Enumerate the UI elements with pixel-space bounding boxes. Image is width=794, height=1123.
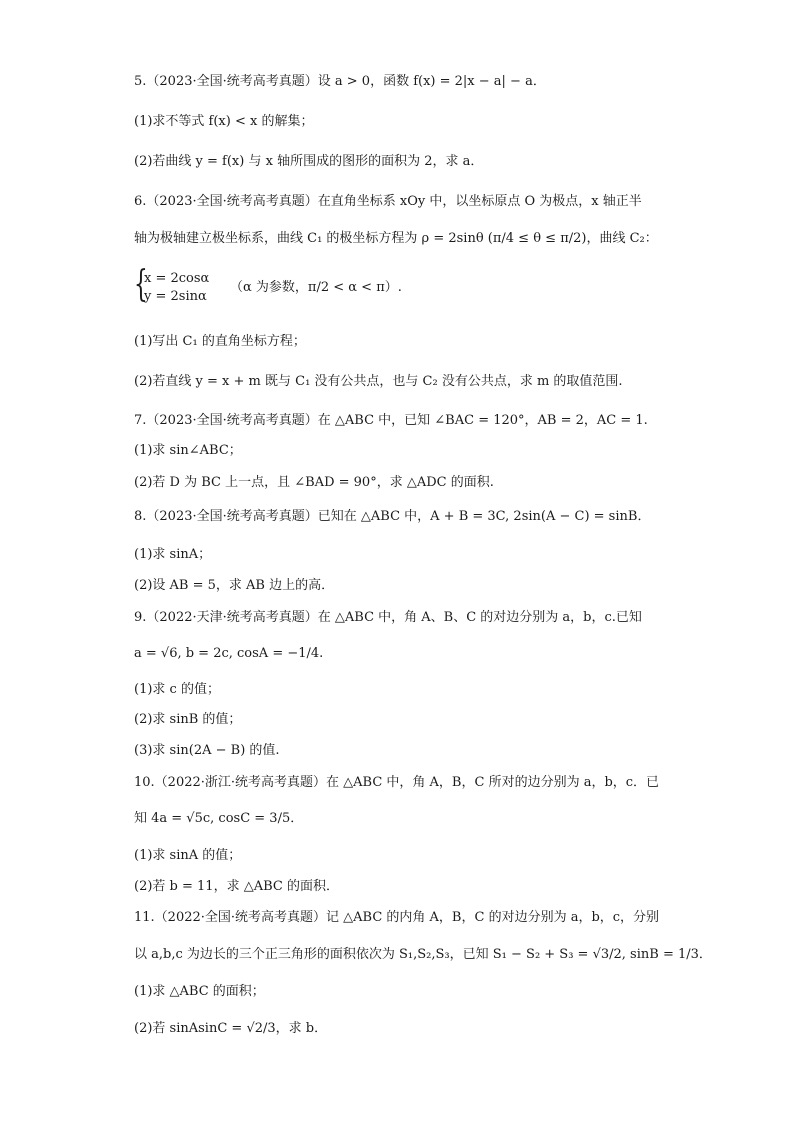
- problem-11-stem-line-2: 以 a,b,c 为边长的三个正三角形的面积依次为 S₁,S₂,S₃，已知 S₁ − S₂ + S₃ = √3/2, sinB = 1/3．: [134, 947, 712, 962]
- problem-5-question-2: (2)若曲线 y = f(x) 与 x 轴所围成的图形的面积为 2，求 a．: [134, 154, 484, 169]
- system-row-2: y = 2sinα: [144, 289, 207, 304]
- problem-7-stem: 7.（2023·全国·统考高考真题）在 △ABC 中，已知 ∠BAC = 120°，AB = 2，AC = 1.: [134, 413, 648, 428]
- problem-7-question-1: (1)求 sin∠ABC；: [134, 443, 242, 458]
- problem-10-stem-line-1: 10.（2022·浙江·统考高考真题）在 △ABC 中，角 A，B，C 所对的边分别为 a，b，c．已: [134, 775, 660, 790]
- problem-11-stem-line-1: 11.（2022·全国·统考高考真题）记 △ABC 的内角 A，B，C 的对边分别为 a，b，c，分别: [134, 910, 660, 925]
- system-row-1: x = 2cosα: [144, 271, 210, 286]
- problem-10-question-2: (2)若 b = 11，求 △ABC 的面积．: [134, 879, 339, 894]
- problem-10-question-1: (1)求 sinA 的值；: [134, 848, 242, 863]
- problem-6-stem-line-2: 轴为极轴建立极坐标系，曲线 C₁ 的极坐标方程为 ρ = 2sinθ (π/4 ≤ θ ≤ π/2)，曲线 C₂：: [134, 231, 658, 246]
- problem-11-question-1: (1)求 △ABC 的面积；: [134, 984, 265, 999]
- problem-7-question-2: (2)若 D 为 BC 上一点，且 ∠BAD = 90°，求 △ADC 的面积.: [134, 475, 494, 490]
- system-note: （α 为参数，π/2 < α < π）.: [230, 280, 402, 295]
- problem-10-stem-line-2: 知 4a = √5c, cosC = 3/5．: [134, 811, 304, 826]
- problem-9-question-2: (2)求 sinB 的值；: [134, 712, 242, 727]
- problem-5-question-1: (1)求不等式 f(x) < x 的解集；: [134, 114, 314, 129]
- problem-9-question-3: (3)求 sin(2A − B) 的值.: [134, 743, 280, 758]
- problem-6-stem-line-1: 6.（2023·全国·统考高考真题）在直角坐标系 xOy 中，以坐标原点 O 为极点，x 轴正半: [134, 194, 642, 209]
- problem-8-question-2: (2)设 AB = 5，求 AB 边上的高．: [134, 578, 335, 593]
- problem-5-stem: 5.（2023·全国·统考高考真题）设 a > 0，函数 f(x) = 2|x − a| − a．: [134, 74, 546, 89]
- problem-6-question-2: (2)若直线 y = x + m 既与 C₁ 没有公共点，也与 C₂ 没有公共点，求 m 的取值范围.: [134, 374, 623, 389]
- problem-11-question-2: (2)若 sinAsinC = √2/3，求 b．: [134, 1021, 328, 1036]
- problem-9-stem-line-2: a = √6, b = 2c, cosA = −1/4.: [134, 646, 324, 661]
- problem-8-question-1: (1)求 sinA；: [134, 547, 212, 562]
- problem-9-question-1: (1)求 c 的值；: [134, 682, 220, 697]
- problem-6-question-1: (1)写出 C₁ 的直角坐标方程；: [134, 334, 306, 349]
- problem-8-stem: 8.（2023·全国·统考高考真题）已知在 △ABC 中，A + B = 3C, 2sin(A − C) = sinB．: [134, 509, 651, 524]
- brace-symbol: {: [134, 264, 148, 305]
- problem-9-stem-line-1: 9.（2022·天津·统考高考真题）在 △ABC 中，角 A、B、C 的对边分别为 a，b，c.已知: [134, 610, 642, 625]
